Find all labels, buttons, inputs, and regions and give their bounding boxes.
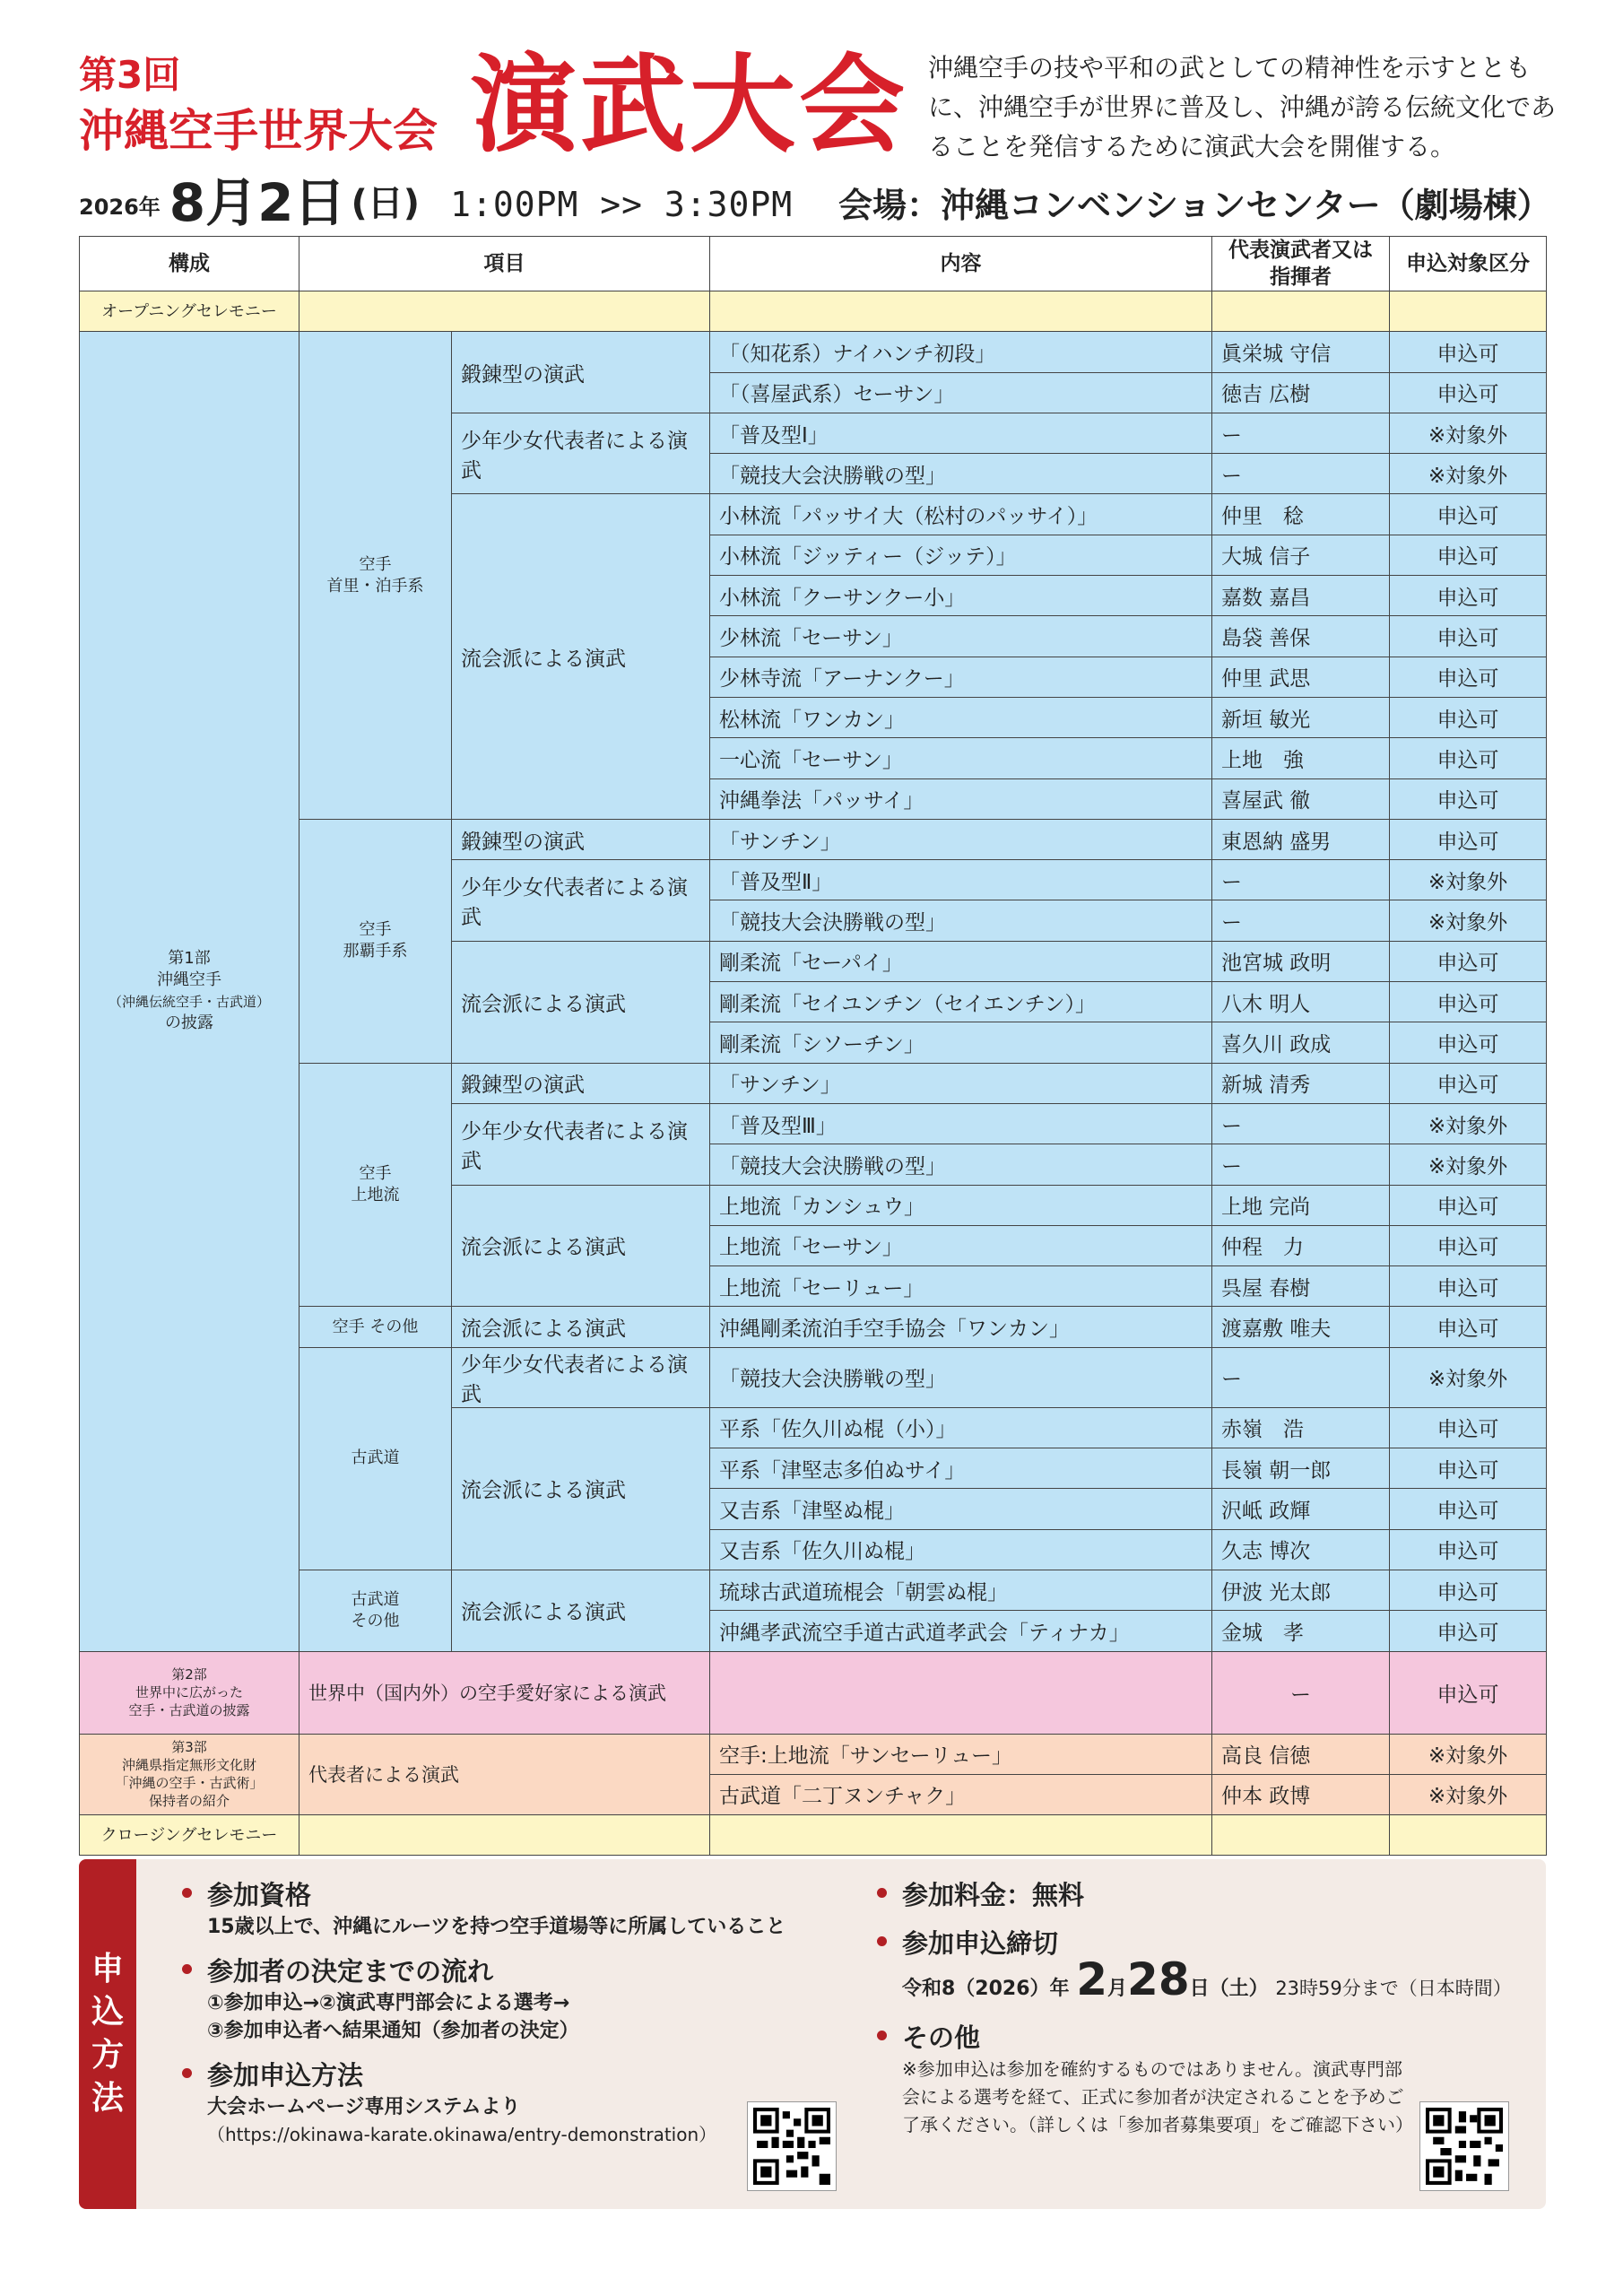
row-person: 上地 強 [1212, 738, 1390, 778]
event-time: 1:00PM >> 3:30PM [450, 185, 794, 224]
row-content: 琉球古武道琉棍会「朝雲ぬ棍」 [710, 1570, 1212, 1610]
sub-ryuha: 流会派による演武 [452, 1185, 710, 1307]
row-status: 申込可 [1390, 1448, 1547, 1489]
row-status: 申込可 [1390, 1307, 1547, 1347]
part2-item: 世界中（国内外）の空手愛好家による演武 [299, 1651, 710, 1734]
row-person: 島袋 善保 [1212, 616, 1390, 657]
part1-label: 第1部 沖縄空手 （沖縄伝統空手・古武道） の披露 [80, 332, 299, 1651]
row-status: 申込可 [1390, 982, 1547, 1022]
row-content: 上地流「セーサン」 [710, 1225, 1212, 1265]
row-person: 眞栄城 守信 [1212, 332, 1390, 372]
sub-tanren: 鍛錬型の演武 [452, 1063, 710, 1103]
header-content: 内容 [710, 237, 1212, 291]
row-content: 沖縄剛柔流泊手空手協会「ワンカン」 [710, 1307, 1212, 1347]
row-content: 「サンチン」 [710, 819, 1212, 859]
row-status: 申込可 [1390, 576, 1547, 616]
event-date [79, 172, 794, 233]
row-person: 伊波 光太郎 [1212, 1570, 1390, 1610]
row-person: 東恩納 盛男 [1212, 819, 1390, 859]
row-person: 渡嘉敷 唯夫 [1212, 1307, 1390, 1347]
row-status: 申込可 [1390, 616, 1547, 657]
row-status: ※対象外 [1390, 1734, 1547, 1774]
row-status: ※対象外 [1390, 1103, 1547, 1144]
row-content: 松林流「ワンカン」 [710, 697, 1212, 737]
application-section [79, 1859, 1546, 2209]
application-tag: 申 込 方 法 [79, 1859, 136, 2209]
header-performer: 代表演武者又は指揮者 [1212, 237, 1390, 291]
row-content: 剛柔流「セイユンチン（セイエンチン）」 [710, 982, 1212, 1022]
table-row [80, 332, 1547, 372]
row-person: 仲本 政博 [1212, 1774, 1390, 1814]
row-status: 申込可 [1390, 1225, 1547, 1265]
sub-ryuha: 流会派による演武 [452, 1407, 710, 1570]
row-content: 「競技大会決勝戦の型」 [710, 900, 1212, 941]
row-content: 沖縄孝武流空手道古武道孝武会「ティナカ」 [710, 1611, 1212, 1651]
part3-row [80, 1734, 1547, 1774]
row-content: 小林流「ジッティー（ジッテ）」 [710, 535, 1212, 575]
row-status: 申込可 [1390, 1489, 1547, 1529]
row-status: 申込可 [1390, 1063, 1547, 1103]
row-person: ー [1212, 860, 1390, 900]
row-person: 沢岻 政輝 [1212, 1489, 1390, 1529]
row-person: ー [1212, 1347, 1390, 1407]
row-content: 「（喜屋武系）セーサン」 [710, 372, 1212, 413]
application-url[interactable]: （https://okinawa-karate.okinawa/entry-demonstration） [207, 2124, 717, 2145]
sub-ryuha: 流会派による演武 [452, 494, 710, 819]
closing-row [80, 1815, 1547, 1856]
header-status: 申込対象区分 [1390, 237, 1547, 291]
part3-item: 代表者による演武 [299, 1734, 710, 1815]
row-person: 嘉数 嘉昌 [1212, 576, 1390, 616]
table-row [80, 1570, 1547, 1610]
row-status: ※対象外 [1390, 413, 1547, 453]
opening-row [80, 291, 1547, 332]
row-content: 小林流「パッサイ大（松村のパッサイ）」 [710, 494, 1212, 535]
row-person: 久志 博次 [1212, 1529, 1390, 1570]
row-content: 少林寺流「アーナンクー」 [710, 657, 1212, 697]
row-person: 喜屋武 徹 [1212, 778, 1390, 819]
row-content: 「普及型Ⅰ」 [710, 413, 1212, 453]
opening-label: オープニングセレモニー [80, 291, 299, 332]
row-content: 上地流「セーリュー」 [710, 1266, 1212, 1307]
row-status: 申込可 [1390, 494, 1547, 535]
sub-youth: 少年少女代表者による演武 [452, 413, 710, 494]
row-status: 申込可 [1390, 332, 1547, 372]
row-status: 申込可 [1390, 1570, 1547, 1610]
row-person: ー [1212, 1144, 1390, 1185]
row-person: 新垣 敏光 [1212, 697, 1390, 737]
sub-ryuha: 流会派による演武 [452, 941, 710, 1063]
event-month-day: 8月2日 [169, 172, 346, 233]
row-status: 申込可 [1390, 778, 1547, 819]
row-content: 「競技大会決勝戦の型」 [710, 454, 1212, 494]
row-status: 申込可 [1390, 657, 1547, 697]
row-content: 「サンチン」 [710, 1063, 1212, 1103]
schedule-table [79, 236, 1547, 1856]
row-person: 喜久川 政成 [1212, 1022, 1390, 1063]
row-content: 小林流「クーサンクー小」 [710, 576, 1212, 616]
row-content: 「競技大会決勝戦の型」 [710, 1347, 1212, 1407]
part2-person: ー [1212, 1651, 1390, 1734]
group-shuri: 空手 首里・泊手系 [299, 332, 452, 820]
group-uechi: 空手 上地流 [299, 1063, 452, 1307]
row-person: ー [1212, 1103, 1390, 1144]
sub-tanren: 鍛錬型の演武 [452, 819, 710, 859]
row-content: 又吉系「津堅ぬ棍」 [710, 1489, 1212, 1529]
part3-label: 第3部 沖縄県指定無形文化財 「沖縄の空手・古武術」 保持者の紹介 [80, 1734, 299, 1815]
row-status: ※対象外 [1390, 900, 1547, 941]
row-person: 金城 孝 [1212, 1611, 1390, 1651]
row-person: 仲里 稔 [1212, 494, 1390, 535]
row-person: ー [1212, 454, 1390, 494]
main-title: 演武大会 [471, 43, 909, 167]
row-status: ※対象外 [1390, 1144, 1547, 1185]
closing-label: クロージングセレモニー [80, 1815, 299, 1856]
table-row [80, 1063, 1547, 1103]
row-status: 申込可 [1390, 697, 1547, 737]
edition: 第3回 [79, 53, 181, 97]
other-notes: その他 ※参加申込は参加を確約するものではありません。演武専門部会による選考を経て、正式に参加者が決定されることを予めご了承ください。（詳しくは「参加者募集要項」をご確認下さい） [877, 2020, 1541, 2139]
row-status: 申込可 [1390, 1022, 1547, 1063]
part2-row [80, 1651, 1547, 1734]
row-content: 「普及型Ⅱ」 [710, 860, 1212, 900]
table-row [80, 819, 1547, 859]
row-status: ※対象外 [1390, 1347, 1547, 1407]
row-person: 呉屋 春樹 [1212, 1266, 1390, 1307]
row-status: ※対象外 [1390, 454, 1547, 494]
row-content: 剛柔流「セーパイ」 [710, 941, 1212, 981]
header [0, 0, 1623, 233]
row-person: ー [1212, 413, 1390, 453]
group-other: 空手 その他 [299, 1307, 452, 1347]
row-status: 申込可 [1390, 1266, 1547, 1307]
event-venue: 会場：沖縄コンベンションセンター（劇場棟） [838, 186, 1551, 225]
table-row [80, 1307, 1547, 1347]
row-content: 「競技大会決勝戦の型」 [710, 1144, 1212, 1185]
row-status: ※対象外 [1390, 860, 1547, 900]
event-year: 2026年 [79, 195, 161, 220]
event-name: 沖縄空手世界大会 [79, 105, 438, 157]
event-weekday: (日) [351, 183, 421, 224]
event-description: 沖縄空手の技や平和の武としての精神性を示すとともに、沖縄空手が世界に普及し、沖縄が誇る伝統文化であることを発信するために演武大会を開催する。 [928, 53, 1557, 161]
header-item: 項目 [299, 237, 710, 291]
header-composition: 構成 [80, 237, 299, 291]
row-content: 少林流「セーサン」 [710, 616, 1212, 657]
row-person: 徳吉 広樹 [1212, 372, 1390, 413]
row-status: 申込可 [1390, 819, 1547, 859]
row-person: 赤嶺 浩 [1212, 1407, 1390, 1448]
row-content: 又吉系「佐久川ぬ棍」 [710, 1529, 1212, 1570]
row-content: 古武道「二丁ヌンチャク」 [710, 1774, 1212, 1814]
sub-tanren: 鍛錬型の演武 [452, 332, 710, 413]
table-row [80, 1347, 1547, 1407]
sub-youth: 少年少女代表者による演武 [452, 860, 710, 942]
group-kobudo: 古武道 [299, 1347, 452, 1570]
row-person: 仲程 力 [1212, 1225, 1390, 1265]
row-status: 申込可 [1390, 1529, 1547, 1570]
row-status: 申込可 [1390, 738, 1547, 778]
row-content: 平系「津堅志多伯ぬサイ」 [710, 1448, 1212, 1489]
qr-code-guide[interactable] [1419, 2101, 1509, 2191]
row-content: 上地流「カンシュウ」 [710, 1185, 1212, 1225]
row-person: ー [1212, 900, 1390, 941]
row-content: 一心流「セーサン」 [710, 738, 1212, 778]
qualification: 参加資格 15歳以上で、沖縄にルーツを持つ空手道場等に所属していること [182, 1877, 953, 1941]
qr-code-entry[interactable] [747, 2101, 837, 2191]
row-content: 剛柔流「シソーチン」 [710, 1022, 1212, 1063]
group-kobudo-other: 古武道 その他 [299, 1570, 452, 1651]
row-content: 空手:上地流「サンセーリュー」 [710, 1734, 1212, 1774]
selection-flow: 参加者の決定までの流れ ①参加申込→②演武専門部会による選考→ ③参加申込者へ結果通知（参加者の決定） [182, 1953, 953, 2045]
row-person: 大城 信子 [1212, 535, 1390, 575]
row-status: 申込可 [1390, 1407, 1547, 1448]
row-status: 申込可 [1390, 1611, 1547, 1651]
row-person: 新城 清秀 [1212, 1063, 1390, 1103]
row-person: 仲里 武思 [1212, 657, 1390, 697]
row-status: 申込可 [1390, 941, 1547, 981]
row-person: 高良 信徳 [1212, 1734, 1390, 1774]
row-person: 池宮城 政明 [1212, 941, 1390, 981]
group-naha: 空手 那覇手系 [299, 819, 452, 1063]
row-status: ※対象外 [1390, 1774, 1547, 1814]
part2-status: 申込可 [1390, 1651, 1547, 1734]
application-method: 参加申込方法 大会ホームページ専用システムより （https://okinawa-karate.okinawa/entry-demonstration） [182, 2057, 953, 2149]
row-person: 上地 完尚 [1212, 1185, 1390, 1225]
table-header-row [80, 237, 1547, 291]
part2-label: 第2部 世界中に広がった 空手・古武道の披露 [80, 1651, 299, 1734]
row-status: 申込可 [1390, 1185, 1547, 1225]
sub-youth: 少年少女代表者による演武 [452, 1347, 710, 1407]
sub-youth: 少年少女代表者による演武 [452, 1103, 710, 1185]
row-person: 八木 明人 [1212, 982, 1390, 1022]
row-content: 「普及型Ⅲ」 [710, 1103, 1212, 1144]
sub-ryuha: 流会派による演武 [452, 1570, 710, 1651]
fee: 参加料金：無料 [877, 1877, 1541, 1913]
row-content: 平系「佐久川ぬ棍（小）」 [710, 1407, 1212, 1448]
row-status: 申込可 [1390, 535, 1547, 575]
row-content: 沖縄拳法「パッサイ」 [710, 778, 1212, 819]
row-status: 申込可 [1390, 372, 1547, 413]
row-person: 長嶺 朝一郎 [1212, 1448, 1390, 1489]
application-left [182, 1877, 953, 2161]
row-content: 「（知花系）ナイハンチ初段」 [710, 332, 1212, 372]
deadline: 参加申込締切 令和8（2026）年 2月28日（土） 23時59分まで（日本時間） [877, 1926, 1541, 2007]
sub-ryuha: 流会派による演武 [452, 1307, 710, 1347]
